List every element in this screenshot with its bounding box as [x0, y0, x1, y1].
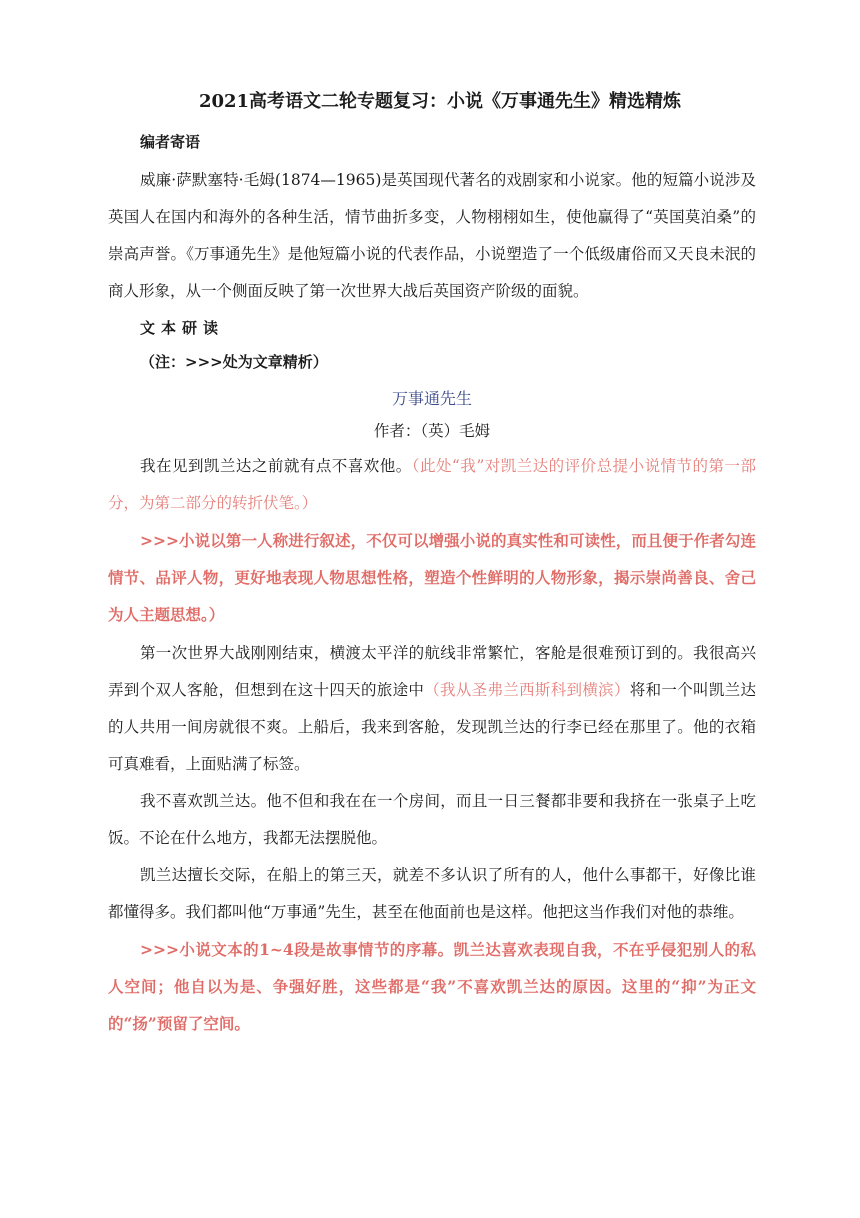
- story-author: 作者：（英）毛姆: [373, 422, 491, 440]
- study-heading: 文本研读: [140, 319, 225, 337]
- paragraph-text: 将和一个叫凯兰达的人共用一间房就很不爽。上船后，我来到客舱，发现凯兰达的行李已经在那里了。他的衣箱可真难看，上面贴满了标签。: [108, 681, 756, 773]
- story-paragraph-4: 凯兰达擅长交际，在船上的第三天，就差不多认识了所有的人，他什么事都干，好像比谁都懂得多。我们都叫他“万事通”先生，甚至在他面前也是这样。他把这当作我们对他的恭维。: [108, 866, 756, 921]
- document-title: 2021高考语文二轮专题复习：小说《万事通先生》精选精炼: [198, 91, 682, 112]
- analysis-note-2: >>>小说文本的1~4段是故事情节的序幕。凯兰达喜欢表现自我，不在乎侵犯别人的私人空间；他自以为是、争强好胜，这些都是“我”不喜欢凯兰达的原因。这里的“抑”为正文的“扬”预留了空间。: [108, 940, 756, 1033]
- inline-annotation: （我从圣弗兰西斯科到横滨）: [424, 681, 630, 699]
- paragraph-text: 第一次世界大战刚刚结束，横渡太平洋的航线非常繁忙，客舱是很难预订到的。我很高兴弄到个双人客舱，但想到在这十四天的旅途中: [108, 644, 756, 699]
- paragraph-text: 我在见到凯兰达之前就有点不喜欢他。: [140, 457, 412, 475]
- story-paragraph-2: [108, 635, 756, 783]
- inline-annotation: （此处“我”对凯兰达的评价总提小说情节的第一部分，为第二部分的转折伏笔。）: [108, 457, 756, 512]
- editor-heading: 编者寄语: [140, 133, 201, 151]
- editor-paragraph: 威廉·萨默塞特·毛姆(1874—1965)是英国现代著名的戏剧家和小说家。他的短篇小说涉及英国人在国内和海外的各种生活，情节曲折多变，人物栩栩如生，使他赢得了“英国莫泊桑”的崇高声誉。《万事通先生》是他短篇小说的代表作品，小说塑造了一个低级庸俗而又天良未泯的商人形象，从一个侧面反映了第一次世界大战后英国资产阶级的面貌。: [108, 171, 756, 300]
- story-paragraph-3: 我不喜欢凯兰达。他不但和我在在一个房间，而且一日三餐都非要和我挤在一张桌子上吃饭。不论在什么地方，我都无法摆脱他。: [108, 792, 756, 847]
- document-page: [108, 88, 756, 1044]
- analysis-note-1: >>>小说以第一人称进行叙述，不仅可以增强小说的真实性和可读性，而且便于作者勾连情节、品评人物，更好地表现人物思想性格，塑造个性鲜明的人物形象，揭示崇尚善良、舍己为人主题思想。）: [108, 531, 756, 624]
- story-paragraph-1: [108, 448, 756, 522]
- story-title: 万事通先生: [391, 389, 472, 408]
- note-heading: （注：>>>处为文章精析）: [140, 353, 328, 371]
